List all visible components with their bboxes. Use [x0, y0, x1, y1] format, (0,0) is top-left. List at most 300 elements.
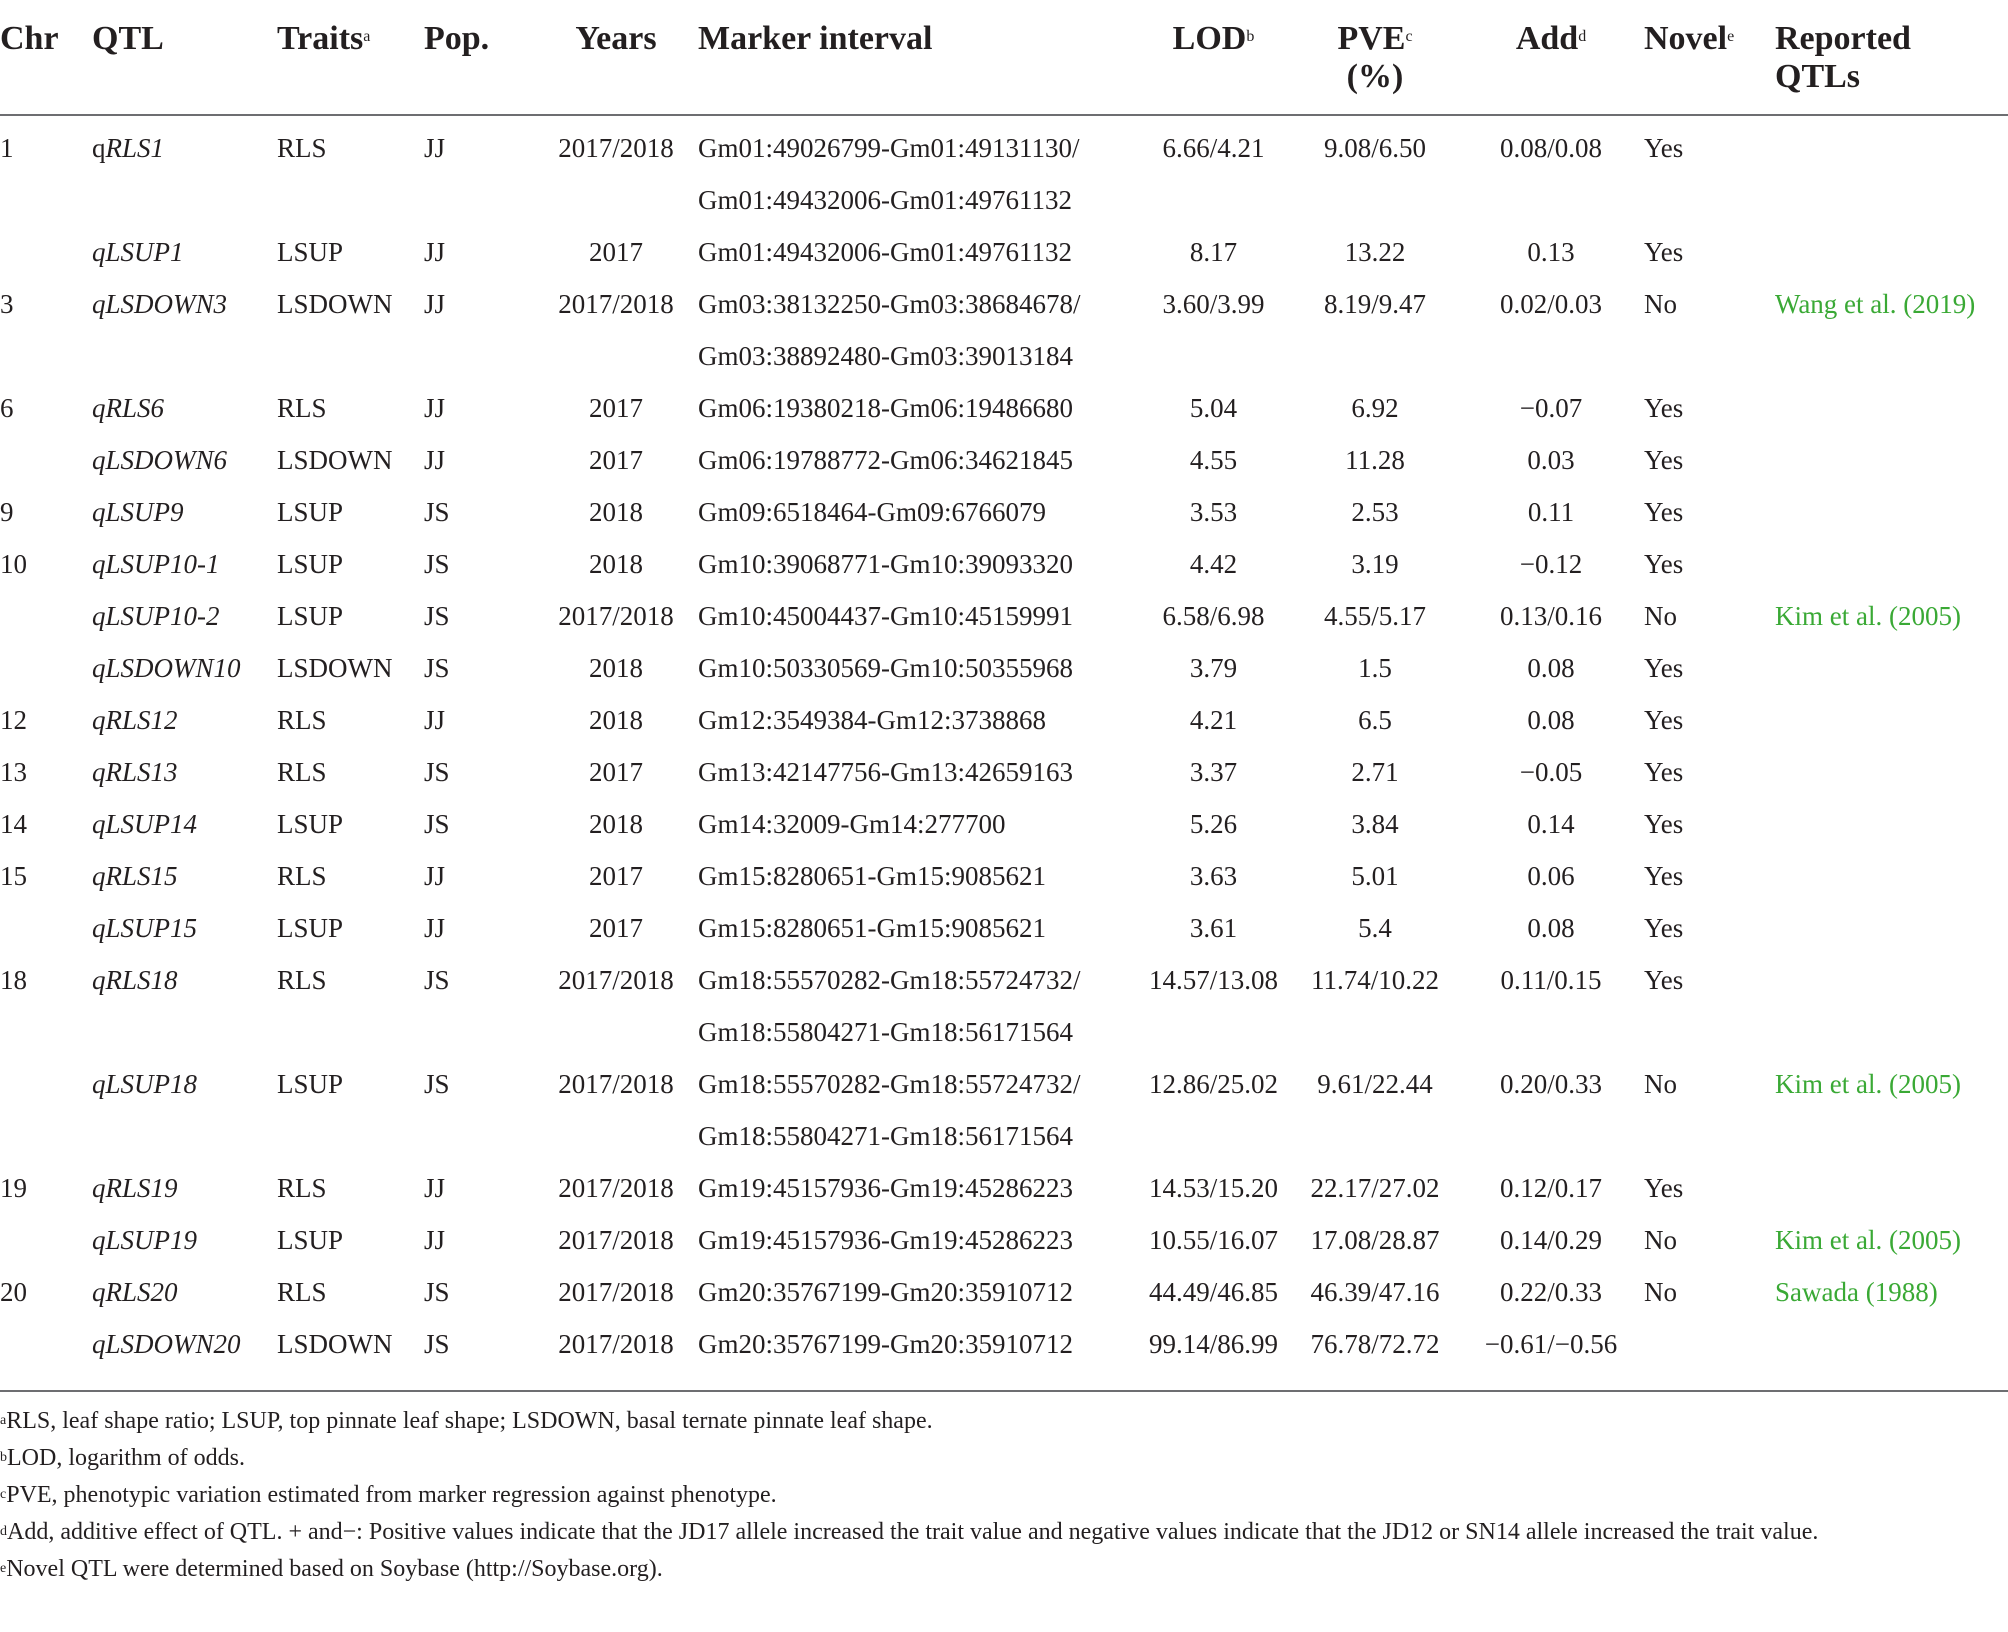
- cell-reported-qtls: [1775, 798, 2008, 850]
- cell-chr: [0, 642, 92, 694]
- cell-traits: RLS: [277, 704, 327, 735]
- cell-marker-interval: Gm10:39068771-Gm10:39093320: [698, 548, 1073, 579]
- cell-novel: No: [1644, 1068, 1677, 1099]
- header-qtl: QTL: [92, 0, 277, 115]
- table-row: [0, 1162, 2008, 1214]
- cell-pop: JJ: [424, 1224, 446, 1255]
- table-row: [0, 1006, 2008, 1058]
- cell-traits: RLS: [277, 132, 327, 163]
- qtl-name: RLS1: [105, 132, 165, 163]
- cell-reported-qtls: [1775, 226, 2008, 278]
- cell-lod: 3.53: [1189, 496, 1238, 527]
- qtl-name: qLSDOWN3: [92, 288, 228, 319]
- cell-add: −0.07: [1519, 392, 1583, 423]
- cell-years: 2017/2018: [558, 288, 674, 319]
- cell-lod: 99.14/86.99: [1148, 1328, 1278, 1359]
- table-row: [0, 1318, 2008, 1376]
- cell-traits: LSUP: [277, 548, 344, 579]
- cell-traits: RLS: [277, 756, 327, 787]
- cell-chr: 10: [0, 548, 27, 579]
- cell-chr: [0, 1318, 92, 1376]
- cell-marker-interval: Gm19:45157936-Gm19:45286223: [698, 1224, 1073, 1255]
- cell-lod: 44.49/46.85: [1148, 1276, 1278, 1307]
- header-traits: Traits$^a$: [277, 0, 424, 115]
- cell-chr: 3: [0, 288, 14, 319]
- cell-pop: JS: [424, 808, 450, 839]
- table-row: [0, 1110, 2008, 1162]
- cell-traits: LSUP: [277, 912, 344, 943]
- cell-traits: LSDOWN: [277, 652, 393, 683]
- cell-novel: Yes: [1644, 548, 1684, 579]
- cell-reported-qtls: [1775, 1006, 2008, 1058]
- cell-pve: 3.19: [1351, 548, 1399, 579]
- cell-chr: [0, 434, 92, 486]
- qtl-prefix: q: [92, 132, 106, 163]
- footnote-text: RLS, leaf shape ratio; LSUP, top pinnate leaf shape; LSDOWN, basal ternate pinnate leaf shape.: [6, 1408, 933, 1434]
- cell-add: 0.13: [1527, 236, 1575, 267]
- cell-chr: 14: [0, 808, 27, 839]
- cell-qtl: [92, 746, 277, 798]
- cell-add: 0.08: [1527, 652, 1575, 683]
- cell-pve: 22.17/27.02: [1310, 1172, 1440, 1203]
- footnote-text: PVE, phenotypic variation estimated from marker regression against phenotype.: [6, 1482, 777, 1508]
- cell-pop: JS: [424, 496, 450, 527]
- cell-novel: No: [1644, 288, 1677, 319]
- cell-reported-qtls: [1775, 115, 2008, 174]
- cell-reported-qtls: [1775, 434, 2008, 486]
- cell-pve: 4.55/5.17: [1323, 600, 1426, 631]
- cell-years: 2017: [589, 912, 643, 943]
- cell-novel: No: [1644, 1224, 1677, 1255]
- table-row: [0, 798, 2008, 850]
- table-body: [0, 115, 2008, 1376]
- cell-chr: [0, 174, 92, 226]
- cell-novel: [1644, 174, 1775, 226]
- footnote: [0, 1440, 2000, 1477]
- cell-chr: 19: [0, 1172, 27, 1203]
- table-row: [0, 486, 2008, 538]
- cell-pop: JS: [424, 600, 450, 631]
- cell-lod: [1135, 1006, 1292, 1058]
- header-pve: PVE$^c$ (%): [1292, 0, 1458, 115]
- cell-novel: Yes: [1644, 808, 1684, 839]
- cell-pve: 17.08/28.87: [1310, 1224, 1440, 1255]
- cell-marker-interval: Gm15:8280651-Gm15:9085621: [698, 860, 1046, 891]
- cell-chr: [0, 902, 92, 954]
- cell-marker-interval: Gm20:35767199-Gm20:35910712: [698, 1276, 1073, 1307]
- cell-add: −0.12: [1519, 548, 1583, 579]
- cell-reported-qtls: Wang et al. (2019): [1775, 288, 1976, 319]
- cell-marker-interval: Gm12:3549384-Gm12:3738868: [698, 704, 1046, 735]
- header-marker-interval: Marker interval: [698, 0, 1135, 115]
- table-row: [0, 538, 2008, 590]
- cell-traits: RLS: [277, 1276, 327, 1307]
- cell-novel: Yes: [1644, 756, 1684, 787]
- cell-reported-qtls: [1775, 1318, 2008, 1376]
- cell-pve: 11.28: [1345, 444, 1405, 475]
- cell-novel: Yes: [1644, 236, 1684, 267]
- cell-add: 0.22/0.33: [1499, 1276, 1602, 1307]
- cell-add: 0.08: [1527, 704, 1575, 735]
- cell-pop: JJ: [424, 1172, 446, 1203]
- footnote: [0, 1403, 2000, 1440]
- cell-traits: [277, 1006, 424, 1058]
- cell-pop: [424, 174, 534, 226]
- cell-pve: 9.61/22.44: [1317, 1068, 1433, 1099]
- table-row: [0, 382, 2008, 434]
- cell-novel: Yes: [1644, 496, 1684, 527]
- cell-marker-interval: Gm09:6518464-Gm09:6766079: [698, 496, 1046, 527]
- cell-pve: 2.53: [1351, 496, 1399, 527]
- cell-novel: Yes: [1644, 1172, 1684, 1203]
- cell-traits: LSUP: [277, 808, 344, 839]
- footnote-text: LOD, logarithm of odds.: [7, 1445, 245, 1471]
- footnote: [0, 1477, 2000, 1514]
- table-row: [0, 330, 2008, 382]
- cell-years: 2018: [589, 704, 643, 735]
- cell-years: 2017: [589, 756, 643, 787]
- cell-novel: Yes: [1644, 444, 1684, 475]
- cell-lod: 6.58/6.98: [1162, 600, 1265, 631]
- cell-lod: 4.21: [1189, 704, 1238, 735]
- cell-lod: 8.17: [1189, 236, 1238, 267]
- footnote-mark: c: [0, 1487, 7, 1502]
- cell-chr: [0, 226, 92, 278]
- cell-reported-qtls: Kim et al. (2005): [1775, 1068, 1961, 1099]
- cell-years: 2017: [589, 860, 643, 891]
- cell-novel: Yes: [1644, 132, 1684, 163]
- cell-reported-qtls: [1775, 954, 2008, 1006]
- cell-years: 2018: [589, 496, 643, 527]
- cell-years: 2017/2018: [558, 1068, 674, 1099]
- cell-lod: 5.04: [1189, 392, 1238, 423]
- cell-pop: JS: [424, 1328, 450, 1359]
- cell-reported-qtls: [1775, 538, 2008, 590]
- cell-qtl: [92, 226, 277, 278]
- cell-pve: 9.08/6.50: [1323, 132, 1426, 163]
- cell-marker-interval: Gm18:55570282-Gm18:55724732/: [698, 1068, 1081, 1099]
- qtl-name: qRLS13: [92, 756, 178, 787]
- qtl-name: qLSDOWN10: [92, 652, 241, 683]
- cell-chr: [0, 1214, 92, 1266]
- cell-pop: JJ: [424, 444, 446, 475]
- cell-lod: 12.86/25.02: [1148, 1068, 1278, 1099]
- table-bottom-rule: [0, 1390, 2008, 1392]
- cell-pop: [424, 1006, 534, 1058]
- cell-chr: [0, 1058, 92, 1110]
- header-chr: Chr: [0, 0, 92, 115]
- cell-traits: RLS: [277, 392, 327, 423]
- cell-qtl: [92, 434, 277, 486]
- cell-add: 0.11/0.15: [1500, 964, 1602, 995]
- qtl-name: qRLS15: [92, 860, 178, 891]
- cell-years: 2017/2018: [558, 1172, 674, 1203]
- cell-traits: [277, 1110, 424, 1162]
- cell-reported-qtls: [1775, 746, 2008, 798]
- header-years: Years: [534, 0, 698, 115]
- cell-add: −0.61/−0.56: [1484, 1328, 1618, 1359]
- qtl-name: qLSUP15: [92, 912, 198, 943]
- cell-chr: 20: [0, 1276, 27, 1307]
- cell-add: [1458, 330, 1644, 382]
- cell-traits: RLS: [277, 964, 327, 995]
- footnote-mark: b: [0, 1450, 7, 1465]
- cell-chr: 1: [0, 132, 14, 163]
- cell-pve: 76.78/72.72: [1310, 1328, 1440, 1359]
- cell-traits: LSUP: [277, 1068, 344, 1099]
- cell-lod: 3.63: [1189, 860, 1238, 891]
- cell-years: 2017/2018: [558, 1224, 674, 1255]
- cell-novel: Yes: [1644, 964, 1684, 995]
- cell-marker-interval: Gm06:19380218-Gm06:19486680: [698, 392, 1073, 423]
- cell-lod: 6.66/4.21: [1162, 132, 1265, 163]
- cell-qtl: [92, 694, 277, 746]
- cell-years: 2018: [589, 808, 643, 839]
- cell-pop: JJ: [424, 704, 446, 735]
- cell-reported-qtls: [1775, 1162, 2008, 1214]
- cell-years: [534, 1110, 698, 1162]
- table-row: [0, 434, 2008, 486]
- cell-pve: 6.5: [1358, 704, 1392, 735]
- cell-add: [1458, 1006, 1644, 1058]
- cell-qtl: [92, 1266, 277, 1318]
- cell-marker-interval: Gm13:42147756-Gm13:42659163: [698, 756, 1073, 787]
- cell-qtl: [92, 1110, 277, 1162]
- cell-marker-interval: Gm10:50330569-Gm10:50355968: [698, 652, 1073, 683]
- qtl-name: qLSUP18: [92, 1068, 198, 1099]
- header-add: Add$^d$: [1458, 0, 1644, 115]
- header-pop: Pop.: [424, 0, 534, 115]
- cell-reported-qtls: Kim et al. (2005): [1775, 600, 1961, 631]
- cell-marker-interval: Gm10:45004437-Gm10:45159991: [698, 600, 1073, 631]
- qtl-name: qLSUP1: [92, 236, 184, 267]
- cell-chr: [0, 590, 92, 642]
- cell-qtl: [92, 590, 277, 642]
- cell-add: −0.05: [1519, 756, 1583, 787]
- cell-pop: JS: [424, 964, 450, 995]
- cell-reported-qtls: [1775, 1110, 2008, 1162]
- cell-lod: 3.79: [1189, 652, 1238, 683]
- table-row: [0, 902, 2008, 954]
- cell-traits: LSUP: [277, 600, 344, 631]
- cell-qtl: [92, 538, 277, 590]
- table-row: [0, 642, 2008, 694]
- cell-lod: [1135, 330, 1292, 382]
- cell-add: 0.08: [1527, 912, 1575, 943]
- cell-qtl: [92, 278, 277, 330]
- cell-marker-interval: Gm15:8280651-Gm15:9085621: [698, 912, 1046, 943]
- cell-novel: [1644, 330, 1775, 382]
- cell-pop: JJ: [424, 288, 446, 319]
- cell-add: 0.11: [1527, 496, 1575, 527]
- cell-add: 0.12/0.17: [1499, 1172, 1602, 1203]
- cell-novel: No: [1644, 1276, 1677, 1307]
- cell-traits: LSUP: [277, 236, 344, 267]
- qtl-name: qLSUP9: [92, 496, 184, 527]
- cell-traits: RLS: [277, 1172, 327, 1203]
- cell-chr: 12: [0, 704, 27, 735]
- cell-pop: JS: [424, 756, 450, 787]
- cell-qtl: [92, 1058, 277, 1110]
- qtl-name: qRLS18: [92, 964, 178, 995]
- cell-years: [534, 174, 698, 226]
- cell-marker-interval: Gm03:38892480-Gm03:39013184: [698, 340, 1073, 371]
- cell-reported-qtls: [1775, 330, 2008, 382]
- cell-novel: No: [1644, 600, 1677, 631]
- cell-reported-qtls: [1775, 694, 2008, 746]
- cell-lod: 4.55: [1189, 444, 1238, 475]
- cell-pop: JS: [424, 652, 450, 683]
- footnote-mark: d: [0, 1524, 7, 1539]
- qtl-name: qLSDOWN20: [92, 1328, 241, 1359]
- cell-pve: 13.22: [1344, 236, 1406, 267]
- qtl-name: qLSDOWN6: [92, 444, 228, 475]
- cell-reported-qtls: [1775, 642, 2008, 694]
- cell-pop: JJ: [424, 132, 446, 163]
- cell-lod: 3.61: [1189, 912, 1238, 943]
- cell-reported-qtls: [1775, 382, 2008, 434]
- cell-qtl: [92, 330, 277, 382]
- footnote-mark: a: [0, 1413, 7, 1428]
- cell-qtl: [92, 954, 277, 1006]
- cell-years: 2017: [589, 444, 643, 475]
- cell-qtl: [92, 1006, 277, 1058]
- cell-marker-interval: Gm19:45157936-Gm19:45286223: [698, 1172, 1073, 1203]
- table-header: [0, 0, 2008, 115]
- footnotes: [0, 1403, 2000, 1588]
- cell-lod: [1135, 1110, 1292, 1162]
- cell-traits: LSUP: [277, 1224, 344, 1255]
- qtl-name: qRLS12: [92, 704, 178, 735]
- cell-add: 0.14: [1527, 808, 1575, 839]
- table-row: [0, 174, 2008, 226]
- cell-traits: LSUP: [277, 496, 344, 527]
- cell-pve: [1292, 174, 1458, 226]
- cell-pve: 46.39/47.16: [1310, 1276, 1440, 1307]
- cell-pop: [424, 330, 534, 382]
- cell-pve: 5.4: [1358, 912, 1392, 943]
- qtl-name: qRLS19: [92, 1172, 178, 1203]
- cell-qtl: [92, 382, 277, 434]
- cell-qtl: [92, 642, 277, 694]
- cell-years: 2017/2018: [558, 1328, 674, 1359]
- table-row: [0, 278, 2008, 330]
- cell-marker-interval: Gm20:35767199-Gm20:35910712: [698, 1328, 1073, 1359]
- cell-marker-interval: Gm18:55804271-Gm18:56171564: [698, 1016, 1073, 1047]
- cell-pop: JS: [424, 548, 450, 579]
- cell-qtl: [92, 1162, 277, 1214]
- cell-traits: [277, 330, 424, 382]
- cell-lod: [1135, 174, 1292, 226]
- header-reported-qtls: Reported QTLs: [1775, 0, 2008, 115]
- cell-pop: JS: [424, 1068, 450, 1099]
- cell-pve: 3.84: [1351, 808, 1399, 839]
- cell-lod: 4.42: [1189, 548, 1238, 579]
- table-row: [0, 226, 2008, 278]
- cell-add: 0.06: [1527, 860, 1575, 891]
- cell-years: 2018: [589, 548, 643, 579]
- cell-reported-qtls: [1775, 850, 2008, 902]
- cell-qtl: [92, 798, 277, 850]
- cell-novel: [1644, 1318, 1775, 1376]
- cell-qtl: [92, 1214, 277, 1266]
- cell-marker-interval: Gm18:55804271-Gm18:56171564: [698, 1120, 1073, 1151]
- cell-years: 2017/2018: [558, 1276, 674, 1307]
- cell-qtl: [92, 850, 277, 902]
- qtl-name: qRLS20: [92, 1276, 178, 1307]
- cell-years: [534, 1006, 698, 1058]
- cell-chr: 15: [0, 860, 27, 891]
- cell-years: 2017/2018: [558, 132, 674, 163]
- footnote: [0, 1514, 2000, 1551]
- cell-pve: 11.74/10.22: [1311, 964, 1439, 995]
- cell-lod: 14.53/15.20: [1148, 1172, 1278, 1203]
- cell-chr: 9: [0, 496, 14, 527]
- table-row: [0, 1266, 2008, 1318]
- cell-pve: 6.92: [1351, 392, 1399, 423]
- cell-years: 2018: [589, 652, 643, 683]
- cell-novel: Yes: [1644, 860, 1684, 891]
- cell-qtl: [92, 486, 277, 538]
- table-row: [0, 590, 2008, 642]
- footnote-text: Novel QTL were determined based on Soybase (http://Soybase.org).: [6, 1556, 663, 1582]
- cell-add: [1458, 174, 1644, 226]
- cell-novel: [1644, 1110, 1775, 1162]
- cell-traits: RLS: [277, 860, 327, 891]
- cell-marker-interval: Gm03:38132250-Gm03:38684678/: [698, 288, 1081, 319]
- table-row: [0, 850, 2008, 902]
- cell-pop: JJ: [424, 392, 446, 423]
- cell-reported-qtls: [1775, 174, 2008, 226]
- cell-marker-interval: Gm01:49432006-Gm01:49761132: [698, 236, 1072, 267]
- cell-traits: LSDOWN: [277, 1328, 393, 1359]
- cell-qtl: [92, 902, 277, 954]
- qtl-name: qLSUP14: [92, 808, 198, 839]
- cell-traits: [277, 174, 424, 226]
- cell-pve: [1292, 1006, 1458, 1058]
- cell-chr: [0, 330, 92, 382]
- cell-years: 2017/2018: [558, 600, 674, 631]
- cell-traits: LSDOWN: [277, 288, 393, 319]
- qtl-name: qLSUP10-2: [92, 600, 220, 631]
- cell-pop: JS: [424, 1276, 450, 1307]
- cell-qtl: [92, 115, 277, 174]
- cell-pop: [424, 1110, 534, 1162]
- cell-marker-interval: Gm14:32009-Gm14:277700: [698, 808, 1006, 839]
- cell-add: 0.14/0.29: [1499, 1224, 1602, 1255]
- cell-add: 0.13/0.16: [1499, 600, 1602, 631]
- cell-novel: Yes: [1644, 912, 1684, 943]
- cell-add: 0.02/0.03: [1499, 288, 1602, 319]
- header-lod: LOD$^b$: [1135, 0, 1292, 115]
- cell-novel: Yes: [1644, 392, 1684, 423]
- table-row: [0, 746, 2008, 798]
- cell-pve: 5.01: [1351, 860, 1399, 891]
- cell-years: 2017: [589, 392, 643, 423]
- cell-novel: Yes: [1644, 652, 1684, 683]
- cell-pop: JJ: [424, 860, 446, 891]
- footnote-text: Add, additive effect of QTL. + and−: Positive values indicate that the JD17 allele increased the trait value and negative values indicate that the JD12 or SN14 allele increased the trait value.: [7, 1519, 1819, 1545]
- cell-chr: [0, 1110, 92, 1162]
- table-row: [0, 115, 2008, 174]
- header-novel: Novel$^e$: [1644, 0, 1775, 115]
- cell-reported-qtls: Kim et al. (2005): [1775, 1224, 1961, 1255]
- cell-add: 0.08/0.08: [1499, 132, 1602, 163]
- cell-add: [1458, 1110, 1644, 1162]
- table-row: [0, 694, 2008, 746]
- cell-add: 0.03: [1527, 444, 1575, 475]
- cell-years: [534, 330, 698, 382]
